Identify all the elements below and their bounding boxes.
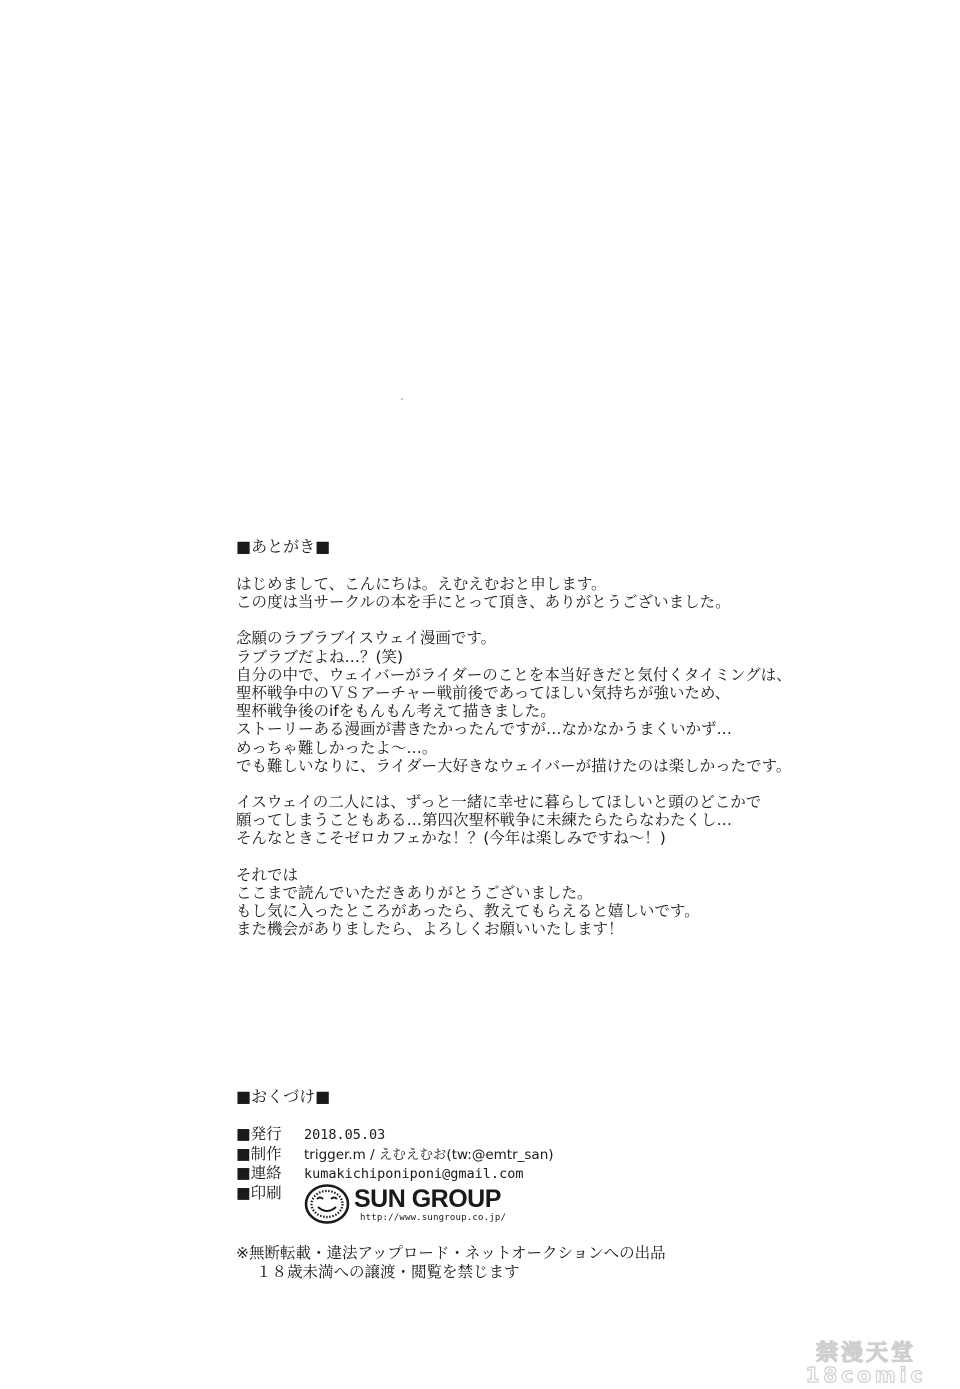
afterword-line: はじめまして、こんにちは。えむえむおと申します。 [236, 575, 607, 593]
afterword-paragraph-3 [236, 793, 876, 848]
contact-label: ■連絡 [236, 1164, 282, 1182]
printer-label: ■印刷 [236, 1183, 282, 1202]
afterword-line: 自分の中で、ウェイバーがライダーのことを本当好きだと気付くタイミングは、 [236, 665, 792, 684]
sun-face-icon [304, 1183, 350, 1225]
contact-email: kumakichiponiponi@gmail.com [304, 1166, 524, 1182]
afterword-line: 聖杯戦争中のＶＳアーチャー戦前後であってほしい気持ちが強いため、 [236, 684, 731, 703]
afterword-line: もし気に入ったところがあったら、教えてもらえると嬉しいです。 [236, 902, 700, 921]
afterword-heading: ■あとがき■ [236, 537, 331, 556]
published-date: 2018.05.03 [304, 1127, 386, 1143]
notice-line-1: ※無断転載・違法アップロード・ネットオークションへの出品 [236, 1244, 666, 1262]
watermark-logo [782, 1338, 950, 1384]
afterword-line: でも難しいなりに、ライダー大好きなウェイバーが描けたのは楽しかったです。 [236, 756, 792, 775]
afterword-line: 願ってしまうこともある…第四次聖杯戦争に未練たらたらなわたくし… [236, 811, 733, 830]
afterword-line: ここまで読んでいただきありがとうございました。 [236, 883, 593, 902]
copyright-notice [236, 1244, 666, 1282]
colophon-row-producer [236, 1145, 796, 1165]
afterword-paragraph-4 [236, 866, 876, 939]
colophon-row-published [236, 1125, 796, 1145]
watermark-bottom-text: 18comic [805, 1363, 927, 1384]
printer-url: http://www.sungroup.co.jp/ [360, 1212, 507, 1223]
afterword-line: ストーリーある漫画が書きたかったんですが…なかなかうまくいかず… [236, 720, 733, 739]
afterword-line: また機会がありましたら、よろしくお願いいたします！ [236, 920, 624, 939]
sun-group-wordmark [354, 1185, 506, 1223]
afterword-line: 念願のラブラブイスウェイ漫画です。 [236, 629, 497, 648]
afterword-line: ラブラブだよね…？(笑) [236, 647, 404, 666]
colophon-heading: ■おくづけ■ [236, 1087, 331, 1106]
printer-name: SUN GROUP [354, 1184, 501, 1213]
afterword-line: それでは [236, 865, 299, 884]
watermark-top-text: 禁漫天堂 [815, 1341, 917, 1366]
producer-label: ■制作 [236, 1144, 282, 1163]
colophon-row-contact [236, 1164, 796, 1184]
colophon-row-printer [236, 1184, 796, 1230]
afterword-paragraph-2 [236, 629, 876, 775]
afterword-line: そんなときこそゼロカフェかな！？(今年は楽しみですね～！) [236, 829, 666, 848]
paper-speck [401, 398, 403, 400]
colophon-section [236, 1087, 796, 1230]
notice-line-2: １８歳未満への譲渡・閲覧を禁じます [256, 1263, 520, 1281]
producer-value: trigger.m / えむえむお(tw:@emtr_san) [304, 1146, 554, 1163]
published-label: ■発行 [236, 1125, 282, 1143]
afterword-line: めっちゃ難しかったよ～…。 [236, 738, 438, 757]
afterword-line: イスウェイの二人には、ずっと一緒に幸せに暮らしてほしいと頭のどこかで [236, 793, 762, 812]
sun-group-logo [304, 1183, 506, 1225]
afterword-line: 聖杯戦争後のifをもんもん考えて描きました。 [236, 702, 556, 721]
afterword-section [236, 537, 876, 956]
afterword-paragraph-1 [236, 575, 876, 611]
afterword-line: この度は当サークルの本を手にとって頂き、ありがとうございました。 [236, 593, 731, 612]
